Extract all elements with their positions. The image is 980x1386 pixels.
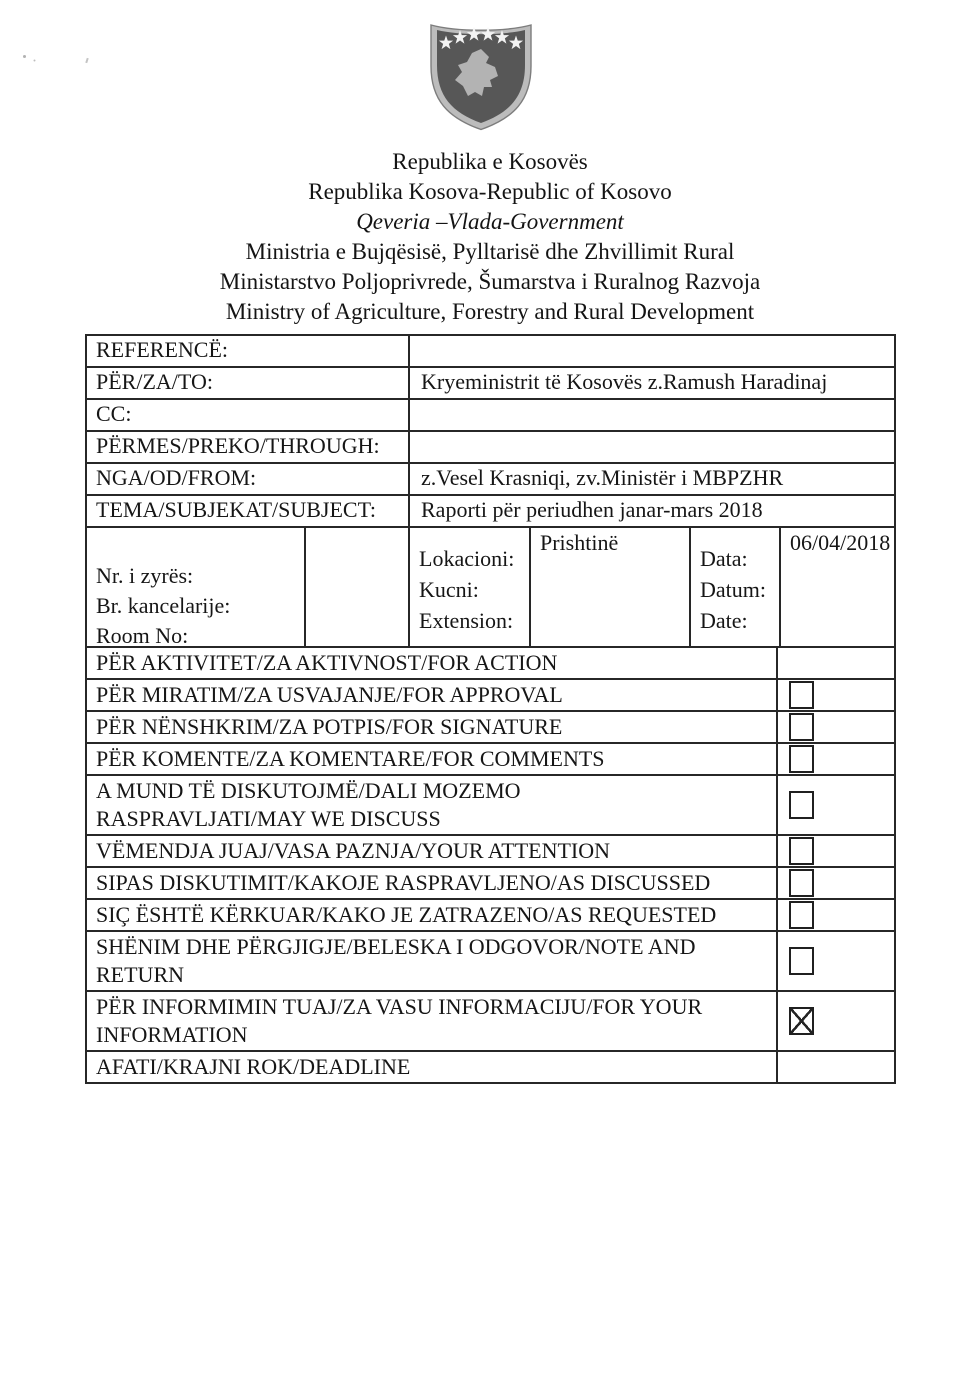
- info-row: [87, 336, 894, 368]
- office-location-date-row: [87, 528, 894, 648]
- action-label: [87, 992, 778, 1050]
- routing-slip-table: [85, 334, 896, 1084]
- field-value: Kryeministrit të Kosovës z.Ramush Haradinaj: [421, 369, 828, 394]
- header-line-ministry-en: Ministry of Agriculture, Forestry and Rural Development: [225, 299, 755, 324]
- checkbox-icon[interactable]: [789, 713, 814, 741]
- date-value-cell: [781, 528, 894, 646]
- office-label: Nr. i zyrës:: [96, 563, 194, 588]
- field-value: [410, 336, 894, 366]
- action-label: [87, 776, 778, 834]
- scan-speck: [85, 58, 88, 63]
- office-label: Br. kancelarije:: [96, 593, 231, 618]
- action-label: [87, 932, 778, 990]
- date-label: Datum:: [700, 577, 766, 602]
- location-label-cell: [410, 528, 531, 646]
- field-value: Raporti për periudhen janar-mars 2018: [421, 497, 763, 522]
- action-label-line: PËR INFORMIMIN TUAJ/ZA VASU INFORMACIJU/FOR YOUR: [96, 994, 703, 1019]
- info-row: [87, 464, 894, 496]
- action-row: [87, 868, 894, 900]
- info-row: [87, 368, 894, 400]
- location-label: Extension:: [419, 608, 514, 633]
- checkbox-icon[interactable]: [789, 745, 814, 773]
- action-label: [87, 680, 778, 710]
- checkbox-checked-icon[interactable]: [789, 1007, 814, 1035]
- checkbox-cell: [778, 776, 894, 834]
- checkbox-icon[interactable]: [789, 947, 814, 975]
- field-label: NGA/OD/FROM:: [87, 464, 410, 494]
- checkbox-cell: [778, 712, 894, 742]
- location-value: Prishtinë: [540, 530, 619, 555]
- action-label-line: SIPAS DISKUTIMIT/KAKOJE RASPRAVLJENO/AS DISCUSSED: [96, 870, 711, 895]
- date-label: Data:: [700, 546, 748, 571]
- office-number-label-cell: [87, 528, 306, 646]
- checkbox-icon[interactable]: [789, 681, 814, 709]
- document-header: [0, 147, 980, 327]
- field-label: PËR/ZA/TO:: [87, 368, 410, 398]
- office-label: Room No:: [96, 623, 189, 646]
- info-row: [87, 432, 894, 464]
- field-value: [410, 400, 894, 430]
- action-label-line: A MUND TË DISKUTOJMË/DALI MOZEMO: [96, 778, 521, 803]
- action-label: [87, 836, 778, 866]
- info-rows-section: [87, 336, 894, 528]
- action-label: [87, 900, 778, 930]
- action-row: [87, 992, 894, 1052]
- action-row: [87, 836, 894, 868]
- checkbox-cell: [778, 648, 894, 678]
- location-label: Lokacioni:: [419, 546, 515, 571]
- action-label: [87, 868, 778, 898]
- action-row: [87, 776, 894, 836]
- checkbox-cell: [778, 744, 894, 774]
- header-line-country-sq: Republika e Kosovës: [392, 149, 588, 174]
- date-label-cell: [691, 528, 781, 646]
- action-row: [87, 648, 894, 680]
- checkbox-cell: [778, 1052, 894, 1082]
- action-label-line: RASPRAVLJATI/MAY WE DISCUSS: [96, 806, 441, 831]
- field-value: z.Vesel Krasniqi, zv.Ministër i MBPZHR: [421, 465, 784, 490]
- action-row: [87, 712, 894, 744]
- action-row: [87, 680, 894, 712]
- action-row: [87, 1052, 894, 1082]
- location-value-cell: [531, 528, 691, 646]
- action-label-line: PËR NËNSHKRIM/ZA POTPIS/FOR SIGNATURE: [96, 714, 563, 739]
- action-label-line: RETURN: [96, 962, 184, 987]
- checkbox-icon[interactable]: [789, 901, 814, 929]
- action-label: [87, 744, 778, 774]
- field-value: [410, 432, 894, 462]
- action-label-line: PËR MIRATIM/ZA USVAJANJE/FOR APPROVAL: [96, 682, 563, 707]
- field-label: TEMA/SUBJEKAT/SUBJECT:: [87, 496, 410, 526]
- action-label: [87, 1052, 778, 1082]
- action-label-line: VËMENDJA JUAJ/VASA PAZNJA/YOUR ATTENTION: [96, 838, 611, 863]
- checkbox-icon[interactable]: [789, 791, 814, 819]
- office-number-value-cell: [306, 528, 410, 646]
- action-label-line: SIÇ ËSHTË KËRKUAR/KAKO JE ZATRAZENO/AS REQUESTED: [96, 902, 717, 927]
- action-label: [87, 712, 778, 742]
- checkbox-cell: [778, 868, 894, 898]
- field-label: PËRMES/PREKO/THROUGH:: [87, 432, 410, 462]
- date-value: 06/04/2018: [790, 530, 891, 555]
- checkbox-icon[interactable]: [789, 837, 814, 865]
- header-line-ministry-sr: Ministarstvo Poljoprivrede, Šumarstva i Ruralnog Razvoja: [219, 269, 761, 294]
- checkbox-cell: [778, 992, 894, 1050]
- action-rows-section: [87, 648, 894, 1082]
- info-row: [87, 400, 894, 432]
- action-row: [87, 932, 894, 992]
- scan-speck: [23, 55, 26, 58]
- action-label-line: AFATI/KRAJNI ROK/DEADLINE: [96, 1054, 411, 1079]
- action-label-line: PËR KOMENTE/ZA KOMENTARE/FOR COMMENTS: [96, 746, 605, 771]
- info-row: [87, 496, 894, 528]
- checkbox-cell: [778, 836, 894, 866]
- action-label-line: INFORMATION: [96, 1022, 248, 1047]
- checkbox-icon[interactable]: [789, 869, 814, 897]
- action-row: [87, 744, 894, 776]
- location-label: Kucni:: [419, 577, 479, 602]
- header-line-government: Qeveria –Vlada-Government: [356, 209, 624, 234]
- action-label-line: PËR AKTIVITET/ZA AKTIVNOST/FOR ACTION: [96, 650, 558, 675]
- header-line-country-sr-en: Republika Kosova-Republic of Kosovo: [308, 179, 672, 204]
- action-label: [87, 648, 778, 678]
- action-label-line: SHËNIM DHE PËRGJIGJE/BELESKA I ODGOVOR/NOTE AND: [96, 934, 696, 959]
- checkbox-cell: [778, 932, 894, 990]
- action-row: [87, 900, 894, 932]
- checkbox-cell: [778, 680, 894, 710]
- date-label: Date:: [700, 608, 748, 633]
- field-label: REFERENCË:: [87, 336, 410, 366]
- field-label: CC:: [87, 400, 410, 430]
- header-line-ministry-sq: Ministria e Bujqësisë, Pylltarisë dhe Zhvillimit Rural: [245, 239, 735, 264]
- kosovo-coat-of-arms-icon: [427, 16, 535, 132]
- checkbox-cell: [778, 900, 894, 930]
